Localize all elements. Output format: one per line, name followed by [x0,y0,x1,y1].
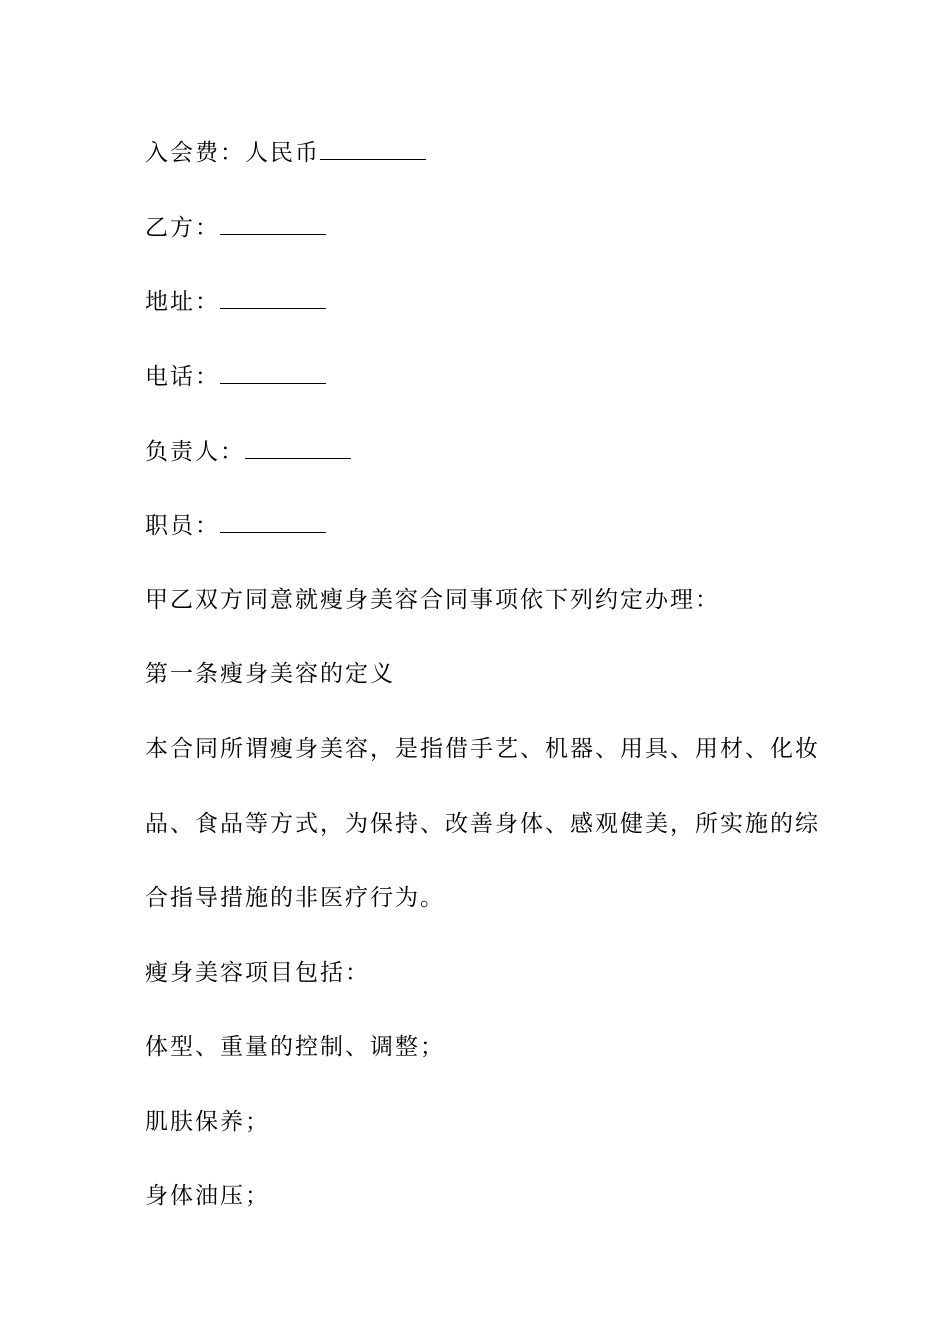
item-body-oil-massage: 身体油压； [145,1183,270,1209]
membership-fee-line [145,137,426,168]
staff-blank [220,510,326,533]
membership-fee-blank [320,137,426,160]
address-label: 地址： [145,289,220,315]
staff-label: 职员： [145,513,220,539]
party-b-blank [220,212,326,235]
item-body-shape: 体型、重量的控制、调整； [145,1034,445,1060]
phone-blank [220,361,326,384]
party-b-line [145,212,326,243]
definition-paragraph-line-3: 合指导措施的非医疗行为。 [145,885,445,911]
address-blank [220,286,326,309]
membership-fee-label: 入会费：人民币 [145,140,320,166]
phone-label: 电话： [145,364,220,390]
person-in-charge-label: 负责人： [145,439,245,465]
item-skin-care: 肌肤保养； [145,1109,270,1135]
definition-paragraph-line-2: 品、食品等方式，为保持、改善身体、感观健美，所实施的综 [145,811,820,837]
definition-paragraph-line-1: 本合同所谓瘦身美容，是指借手艺、机器、用具、用材、化妆 [145,736,820,762]
person-in-charge-line [145,436,351,467]
items-heading: 瘦身美容项目包括： [145,960,370,986]
person-in-charge-blank [245,436,351,459]
agreement-intro: 甲乙双方同意就瘦身美容合同事项依下列约定办理： [145,587,720,613]
article-one-heading: 第一条瘦身美容的定义 [145,661,395,687]
staff-line [145,510,326,541]
party-b-label: 乙方： [145,215,220,241]
phone-line [145,361,326,392]
address-line [145,286,326,317]
